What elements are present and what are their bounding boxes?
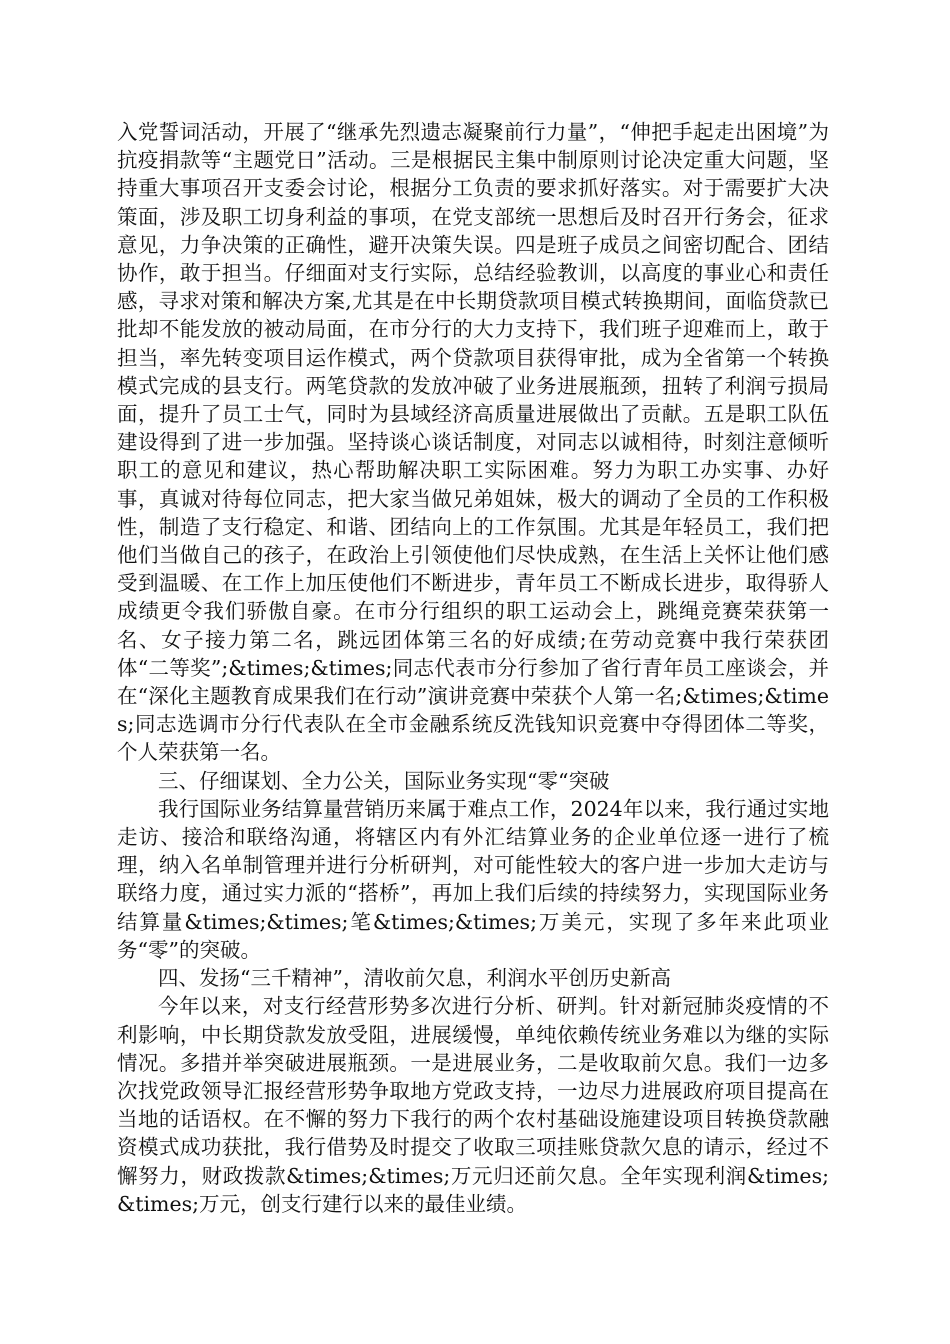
paragraph-profit: 今年以来，对支行经营形势多次进行分析、研判。针对新冠肺炎疫情的不利影响，中长期贷款发放受阻，进展缓慢，单纯依赖传统业务难以为继的实际情况。多措并举突破进展瓶颈。一是进展业务，二是收取前欠息。我们一边多次找党政领导汇报经营形势争取地方党政支持，一边尽力进展政府项目提高在当地的话语权。在不懈的努力下我行的两个农村基础设施建设项目转换贷款融资模式成功获批，我行借势及时提交了收取三项挂账贷款欠息的请示，经过不懈努力，财政拨款&times;&times;万元归还前欠息。全年实现利润&times;&times;万元，创支行建行以来的最佳业绩。	[117, 994, 829, 1216]
paragraph-party-work: 入党誓词活动，开展了“继承先烈遗志凝聚前行力量”，“伸把手起走出困境”为抗疫捐款等“主题党日”活动。三是根据民主集中制原则讨论决定重大问题，坚持重大事项召开支委会讨论，根据分工负责的要求抓好落实。对于需要扩大决策面，涉及职工切身利益的事项，在党支部统一思想后及时召开行务会，征求意见，力争决策的正确性，避开决策失误。四是班子成员之间密切配合、团结协作，敢于担当。仔细面对支行实际，总结经验教训，以高度的事业心和责任感，寻求对策和解决方案,尤其是在中长期贷款项目模式转换期间，面临贷款已批却不能发放的被动局面，在市分行的大力支持下，我们班子迎难而上，敢于担当，率先转变项目运作模式，两个贷款项目获得审批，成为全省第一个转换模式完成的县支行。两笔贷款的发放冲破了业务进展瓶颈，扭转了利润亏损局面，提升了员工士气，同时为县域经济高质量进展做出了贡献。五是职工队伍建设得到了进一步加强。坚持谈心谈话制度，对同志以诚相待，时刻注意倾听职工的意见和建议，热心帮助解决职工实际困难。努力为职工办实事、办好事，真诚对待每位同志，把大家当做兄弟姐妹，极大的调动了全员的工作积极性，制造了支行稳定、和谐、团结向上的工作氛围。尤其是年轻员工，我们把他们当做自己的孩子，在政治上引领使他们尽快成熟，在生活上关怀让他们感受到温暖、在工作上加压使他们不断进步，青年员工不断成长进步，取得骄人成绩更令我们骄傲自豪。在市分行组织的职工运动会上，跳绳竞赛荣获第一名、女子接力第二名，跳远团体第三名的好成绩;在劳动竞赛中我行荣获团体“二等奖”;&times;&times;同志代表市分行参加了省行青年员工座谈会，并在“深化主题教育成果我们在行动”演讲竞赛中荣获个人第一名;&times;&times;同志选调市分行代表队在全市金融系统反洗钱知识竞赛中夺得团体二等奖，个人荣获第一名。	[117, 120, 829, 765]
paragraph-international-business: 我行国际业务结算量营销历来属于难点工作，2024年以来，我行通过实地走访、接洽和联络沟通，将辖区内有外汇结算业务的企业单位逐一进行了梳理，纳入名单制管理并进行分析研判，对可能性较大的客户进一步加大走访与联络力度，通过实力派的“搭桥”，再加上我们后续的持续努力，实现国际业务结算量&times;&times;笔&times;&times;万美元，实现了多年来此项业务“零”的突破。	[117, 796, 829, 962]
document-page	[117, 118, 829, 1218]
section-heading-international-business: 三、仔细谋划、全力公关，国际业务实现“零“突破	[158, 768, 610, 793]
section-heading-profit: 四、发扬“三千精神”，清收前欠息，利润水平创历史新高	[158, 966, 671, 991]
